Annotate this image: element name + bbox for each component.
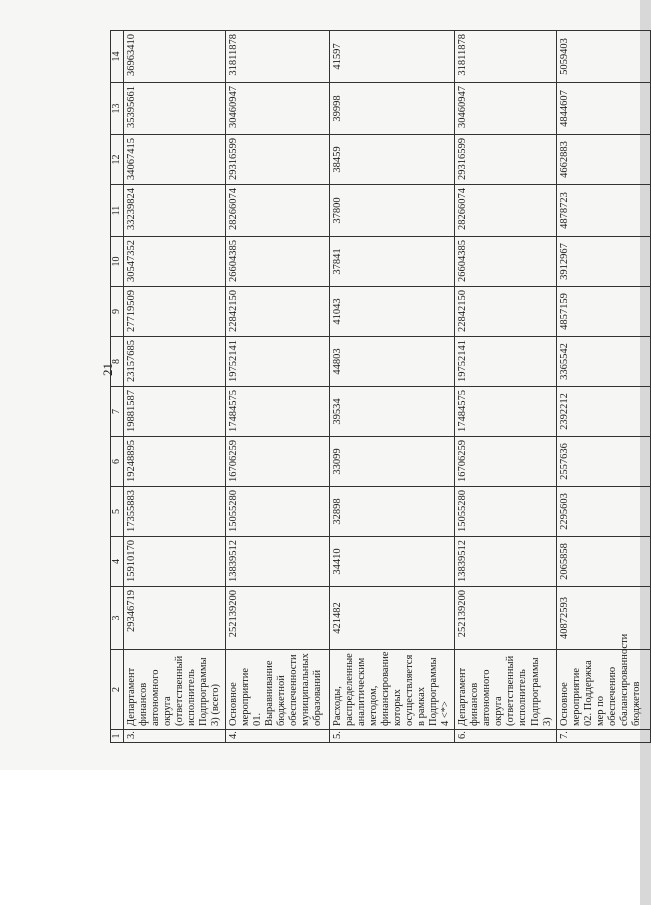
- row-index: 7.: [556, 730, 650, 743]
- header-cell: 4: [111, 537, 124, 587]
- table-row: [556, 31, 650, 743]
- value-cell: 30460947: [225, 83, 329, 135]
- table-row: [329, 31, 455, 743]
- value-cell: 26604385: [225, 237, 329, 287]
- value-cell: 41043: [329, 287, 455, 337]
- row-name: Департамент финансов автономного округа (ответственный исполнитель Подпрограммы 3) (всего): [124, 650, 226, 730]
- header-cell: 8: [111, 337, 124, 387]
- value-cell: 17355883: [124, 487, 226, 537]
- header-cell: 6: [111, 437, 124, 487]
- header-cell: 7: [111, 387, 124, 437]
- value-cell: 29316599: [225, 135, 329, 185]
- value-cell: 252139200: [455, 587, 557, 650]
- row-index: 5.: [329, 730, 455, 743]
- value-cell: 29346719: [124, 587, 226, 650]
- value-cell: 40872593: [556, 587, 650, 650]
- value-cell: 2065858: [556, 537, 650, 587]
- header-cell: 9: [111, 287, 124, 337]
- header-cell: 14: [111, 31, 124, 83]
- row-name: Департамент финансов автономного округа (ответственный исполнитель Подпрограммы 3): [455, 650, 557, 730]
- value-cell: 33099: [329, 437, 455, 487]
- value-cell: 34067415: [124, 135, 226, 185]
- value-cell: 16706259: [225, 437, 329, 487]
- value-cell: 13839512: [455, 537, 557, 587]
- value-cell: 5059403: [556, 31, 650, 83]
- header-cell: 2: [111, 650, 124, 730]
- value-cell: 27719509: [124, 287, 226, 337]
- value-cell: 37841: [329, 237, 455, 287]
- header-cell: 1: [111, 730, 124, 743]
- value-cell: 30460947: [455, 83, 557, 135]
- row-name: Основное мероприятие 02. Поддержка мер по обеспечению сбалансированности бюджетов: [556, 650, 650, 730]
- value-cell: 31811878: [225, 31, 329, 83]
- table-row: [225, 31, 329, 743]
- value-cell: 13839512: [225, 537, 329, 587]
- value-cell: 19248895: [124, 437, 226, 487]
- value-cell: 15055280: [455, 487, 557, 537]
- value-cell: 4662883: [556, 135, 650, 185]
- value-cell: 4878723: [556, 185, 650, 237]
- header-cell: 13: [111, 83, 124, 135]
- header-cell: 11: [111, 185, 124, 237]
- value-cell: 44803: [329, 337, 455, 387]
- value-cell: 421482: [329, 587, 455, 650]
- value-cell: 2557636: [556, 437, 650, 487]
- header-cell: 3: [111, 587, 124, 650]
- value-cell: 19752141: [225, 337, 329, 387]
- row-index: 3.: [124, 730, 226, 743]
- value-cell: 41597: [329, 31, 455, 83]
- header-cell: 5: [111, 487, 124, 537]
- table-row: [455, 31, 557, 743]
- value-cell: 39998: [329, 83, 455, 135]
- value-cell: 15910170: [124, 537, 226, 587]
- value-cell: 38459: [329, 135, 455, 185]
- scan-margin: [0, 770, 640, 905]
- value-cell: 33239824: [124, 185, 226, 237]
- value-cell: 26604385: [455, 237, 557, 287]
- row-index: 4.: [225, 730, 329, 743]
- value-cell: 31811878: [455, 31, 557, 83]
- value-cell: 2392212: [556, 387, 650, 437]
- value-cell: 28266074: [455, 185, 557, 237]
- value-cell: 23157685: [124, 337, 226, 387]
- value-cell: 4844607: [556, 83, 650, 135]
- value-cell: 22842150: [455, 287, 557, 337]
- value-cell: 35395661: [124, 83, 226, 135]
- value-cell: 29316599: [455, 135, 557, 185]
- header-cell: 12: [111, 135, 124, 185]
- value-cell: 39534: [329, 387, 455, 437]
- value-cell: 15055280: [225, 487, 329, 537]
- value-cell: 19881587: [124, 387, 226, 437]
- row-index: 6.: [455, 730, 557, 743]
- value-cell: 36963410: [124, 31, 226, 83]
- value-cell: 17484575: [455, 387, 557, 437]
- value-cell: 16706259: [455, 437, 557, 487]
- value-cell: 17484575: [225, 387, 329, 437]
- header-cell: 10: [111, 237, 124, 287]
- budget-table: [110, 30, 651, 743]
- value-cell: 22842150: [225, 287, 329, 337]
- value-cell: 37800: [329, 185, 455, 237]
- table-row: [124, 31, 226, 743]
- row-name: Расходы, распределенные аналитическим методом, финансирование которых осуществляется в рамках Подпрограммы 4 <*>: [329, 650, 455, 730]
- row-name: Основное мероприятие 01. Выравнивание бюджетной обеспеченности муниципальных образований: [225, 650, 329, 730]
- value-cell: 3365542: [556, 337, 650, 387]
- value-cell: 32898: [329, 487, 455, 537]
- value-cell: 252139200: [225, 587, 329, 650]
- value-cell: 34410: [329, 537, 455, 587]
- page-number: 21: [100, 363, 115, 376]
- value-cell: 28266074: [225, 185, 329, 237]
- value-cell: 2295603: [556, 487, 650, 537]
- value-cell: 3912967: [556, 237, 650, 287]
- rotated-table-wrapper: [110, 31, 642, 743]
- value-cell: 19752141: [455, 337, 557, 387]
- value-cell: 30547352: [124, 237, 226, 287]
- table-header-row: [111, 31, 124, 743]
- value-cell: 4857159: [556, 287, 650, 337]
